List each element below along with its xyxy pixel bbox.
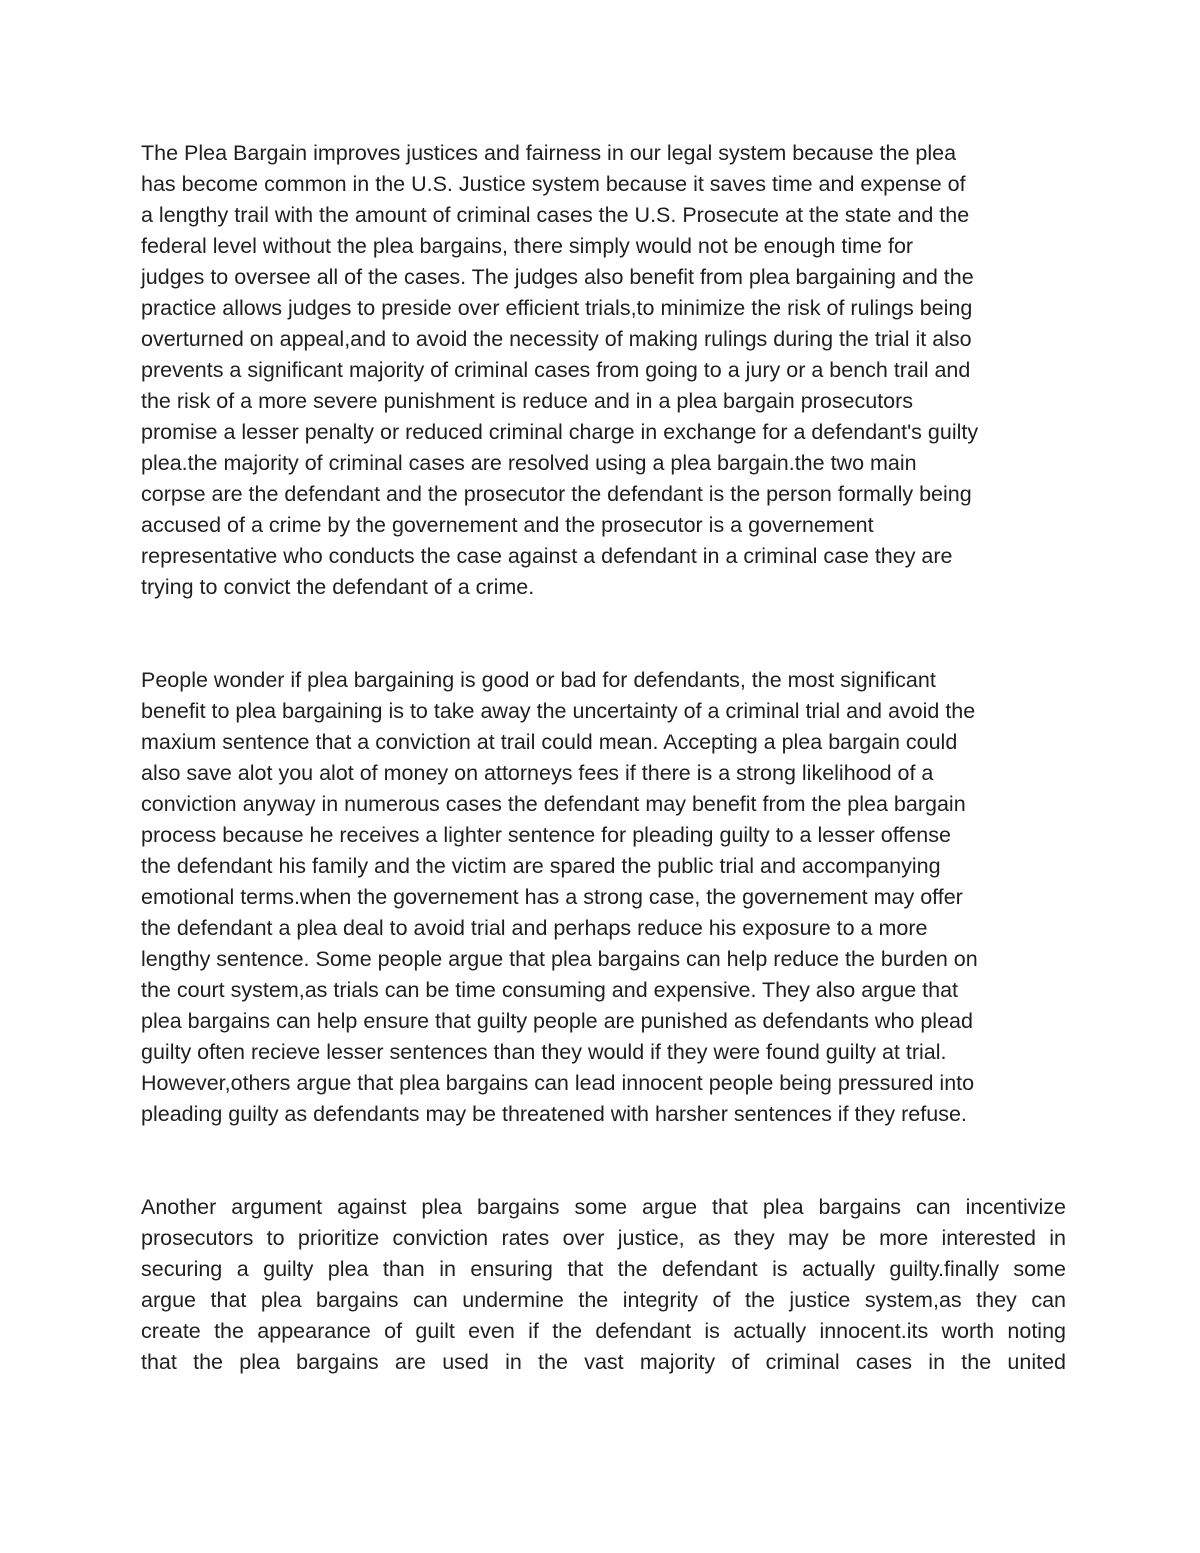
paragraph-plea-bargain-fairness: The Plea Bargain improves justices and fairness in our legal system because the plea has become common in the U.S. Justice system because it saves time and expense of a lengthy trail with the amount of criminal cases the U.S. Prosecute at the state and the federal level without the plea bargains, there simply would not be enough time for judges to oversee all of the cases. The judges also benefit from plea bargaining and the practice allows judges to preside over efficient trials,to minimize the risk of rulings being overturned on appeal,and to avoid the necessity of making rulings during the trial it also prevents a significant majority of criminal cases from going to a jury or a bench trail and the risk of a more severe punishment is reduce and in a plea bargain prosecutors promise a lesser penalty or reduced criminal charge in exchange for a defendant's guilty plea.the majority of criminal cases are resolved using a plea bargain.the two main corpse are the defendant and the prosecutor the defendant is the person formally being accused of a crime by the governement and the prosecutor is a governement representative who conducts the case against a defendant in a criminal case they are trying to convict the defendant of a crime.: [141, 141, 979, 599]
paragraph-benefits-for-defendants: People wonder if plea bargaining is good or bad for defendants, the most significant benefit to plea bargaining is to take away the uncertainty of a criminal trial and avoid the maxium sentence that a conviction at trail could mean. Accepting a plea bargain could also save alot you alot of money on attorneys fees if there is a strong likelihood of a conviction anyway in numerous cases the defendant may benefit from the plea bargain process because he receives a lighter sentence for pleading guilty to a lesser offense the defendant his family and the victim are spared the public trial and accompanying emotional terms.when the governement has a strong case, the governement may offer the defendant a plea deal to avoid trial and perhaps reduce his exposure to a more lengthy sentence. Some people argue that plea bargains can help reduce the burden on the court system,as trials can be time consuming and expensive. They also argue that plea bargains can help ensure that guilty people are punished as defendants who plead guilty often recieve lesser sentences than they would if they were found guilty at trial. However,others argue that plea bargains can lead innocent people being pressured into pleading guilty as defendants may be threatened with harsher sentences if they refuse.: [141, 668, 978, 1126]
document-body: [141, 138, 1066, 1378]
paragraph-arguments-against: Another argument against plea bargains some argue that plea bargains can incentivize prosecutors to prioritize conviction rates over justice, as they may be more interested in securing a guilty plea than in ensuring that the defendant is actually guilty.finally some argue that plea bargains can undermine the integrity of the justice system,as they can create the appearance of guilt even if the defendant is actually innocent.its worth noting that the plea bargains are used in the vast majority of criminal cases in the united: [141, 1195, 1066, 1374]
